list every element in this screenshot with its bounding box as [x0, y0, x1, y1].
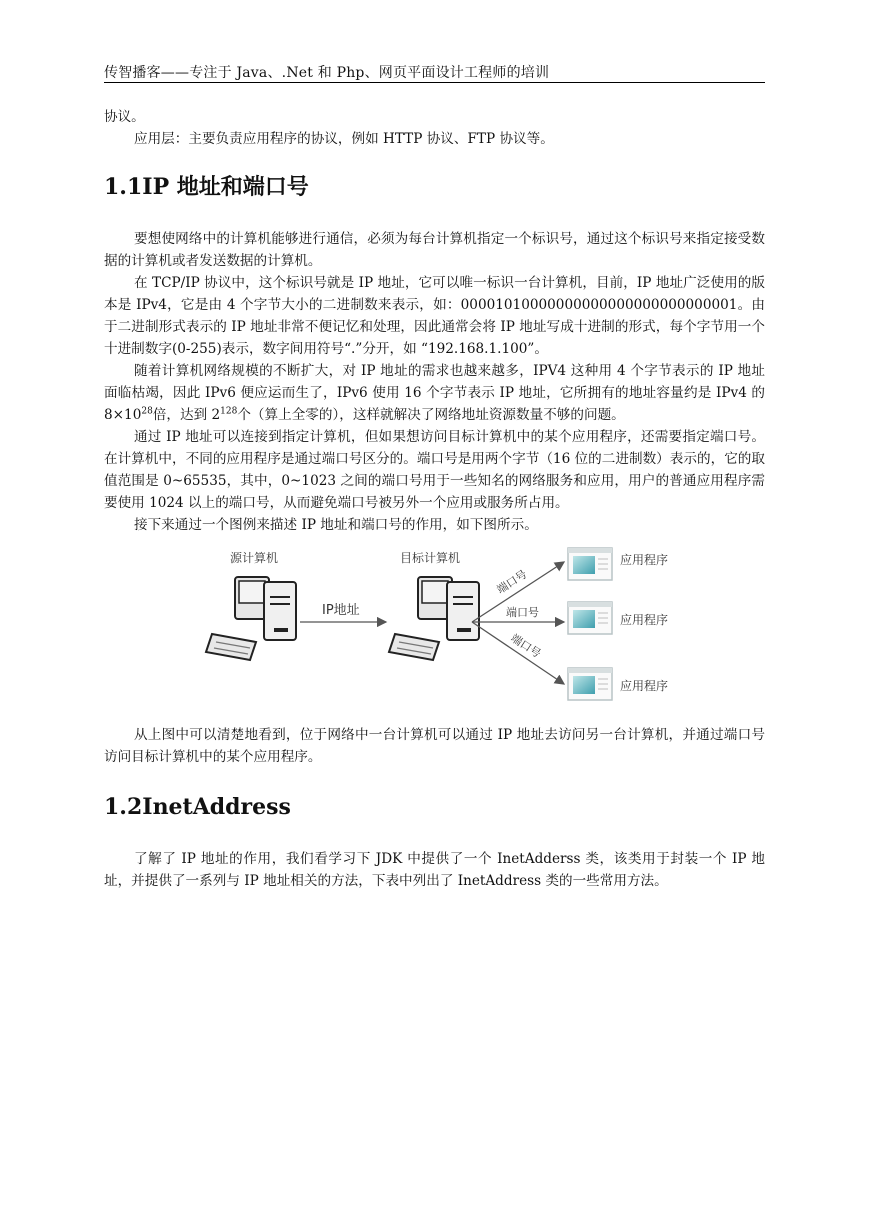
app-window-icon — [568, 548, 612, 580]
ip-address-label: IP地址 — [322, 603, 360, 618]
source-computer-label: 源计算机 — [230, 551, 279, 565]
paragraph-application-layer: 应用层：主要负责应用程序的协议，例如 HTTP 协议、FTP 协议等。 — [134, 131, 554, 147]
page-header: 传智播客——专注于 Java、.Net 和 Php、网页平面设计工程师的培训 — [104, 65, 550, 81]
target-computer-icon — [389, 577, 479, 660]
port-label-middle: 端口号 — [506, 606, 539, 619]
section-heading-ip-port: 1.1IP 地址和端口号 — [104, 174, 309, 200]
document-body — [104, 106, 765, 892]
port-label-upper: 端口号 — [494, 567, 530, 597]
paragraph-figure-explanation: 从上图中可以清楚地看到，位于网络中一台计算机可以通过 IP 地址去访问另一台计算机，并通过端口号访问目标计算机中的某个应用程序。 — [104, 727, 765, 765]
target-computer-label: 目标计算机 — [400, 551, 461, 565]
ipv6-exponent-2: 128 — [220, 406, 238, 417]
paragraph-figure-intro: 接下来通过一个图例来描述 IP 地址和端口号的作用，如下图所示。 — [134, 517, 538, 533]
app-label-middle: 应用程序 — [620, 613, 669, 627]
header-divider — [104, 82, 765, 83]
paragraph-port-number: 通过 IP 地址可以连接到指定计算机，但如果想访问目标计算机中的某个应用程序，还需要指定端口号。在计算机中，不同的应用程序是通过端口号区分的。端口号是用两个字节（16 位的二进制数）表示的，它的取值范围是 0~65535，其中，0~1023 之间的端口号用于一些知名的网络服务和应用，用户的普通应用程序需要使用 1024 以上的端口号，从而避免端口号被另外一个应用或服务所占用。 — [104, 429, 765, 511]
paragraph-identifier: 要想使网络中的计算机能够进行通信，必须为每台计算机指定一个标识号，通过这个标识号来指定接受数据的计算机或者发送数据的计算机。 — [104, 231, 765, 269]
ipv6-exponent-1: 28 — [141, 406, 153, 417]
paragraph-protocol-tail: 协议。 — [104, 109, 145, 125]
source-computer-icon — [206, 577, 296, 660]
paragraph-inetaddress: 了解了 IP 地址的作用，我们看学习下 JDK 中提供了一个 InetAdderss 类，该类用于封装一个 IP 地址，并提供了一系列与 IP 地址相关的方法，下表中列出了 InetAddress 类的一些常用方法。 — [104, 851, 765, 889]
ipv6-text-b: 倍，达到 2 — [152, 407, 221, 423]
port-label-lower: 端口号 — [508, 631, 544, 661]
paragraph-ipv6 — [104, 360, 765, 426]
app-window-icon — [568, 668, 612, 700]
app-window-icon — [568, 602, 612, 634]
app-label-bottom: 应用程序 — [620, 679, 669, 693]
ipv6-text-a: 随着计算机网络规模的不断扩大，对 IP 地址的需求也越来越多，IPV4 这种用 4 个字节表示的 IP 地址面临枯竭，因此 IPv6 便应运而生了，IPv6 使用 16 个字节表示 IP 地址，它所拥有的地址容量约是 IPv4 的 8×10 — [104, 363, 765, 423]
paragraph-ipv4: 在 TCP/IP 协议中，这个标识号就是 IP 地址，它可以唯一标识一台计算机，目前，IP 地址广泛使用的版本是 IPv4，它是由 4 个字节大小的二进制数来表示，如：00001010000000000000000000000001。由于二进制形式表示的 IP 地址非常不便记忆和处理，因此通常会将 IP 地址写成十进制的形式，每个字节用一个十进制数字(0-255)表示，数字间用符号“.”分开，如 “192.168.1.100”。 — [104, 275, 765, 357]
app-label-top: 应用程序 — [620, 553, 669, 567]
ip-port-diagram — [104, 542, 765, 714]
section-heading-inetaddress: 1.2InetAddress — [104, 794, 291, 820]
ipv6-text-c: 个（算上全零的），这样就解决了网络地址资源数量不够的问题。 — [237, 407, 625, 423]
